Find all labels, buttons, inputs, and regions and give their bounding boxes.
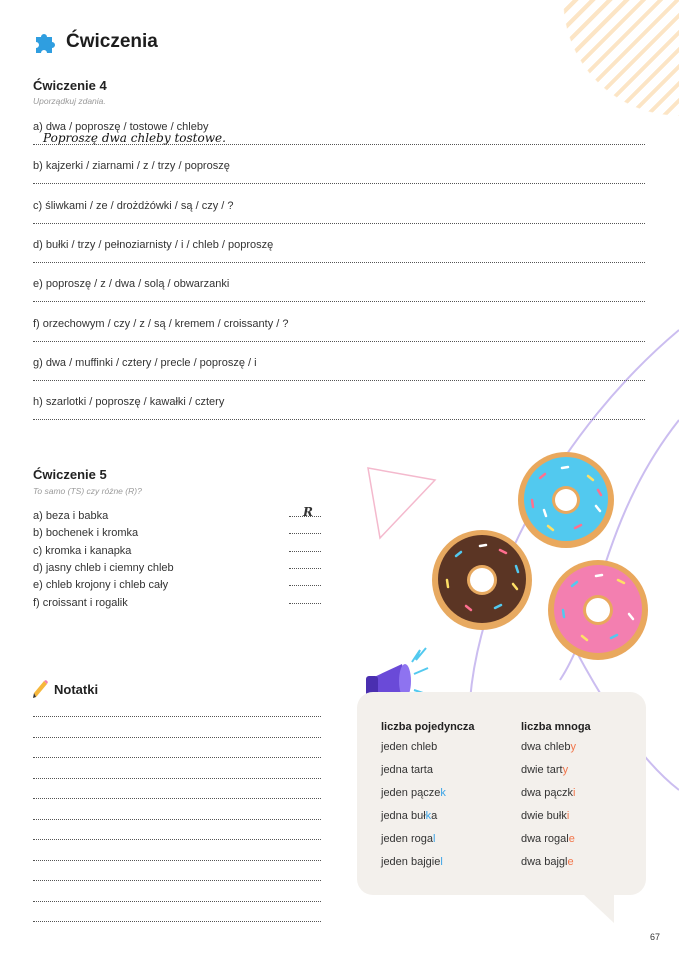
exercise-5-prompt: c) kromka i kanapka (33, 544, 132, 557)
exercise-5-prompt: e) chleb krojony i chleb cały (33, 579, 169, 592)
exercise-4-prompt: b) kajzerki / ziarnami / z / trzy / poproszę (33, 160, 230, 173)
plural-column (521, 721, 591, 879)
note-line[interactable] (33, 716, 321, 717)
exercise-5-item (33, 505, 323, 526)
plural-stem: dwie bułk (521, 810, 567, 822)
plural-stem: dwa pączk (521, 787, 573, 799)
singular-stem: jeden bajgie (381, 856, 441, 868)
note-line[interactable] (33, 860, 321, 861)
exercise-4-prompt: a) dwa / poproszę / tostowe / chleby (33, 121, 209, 133)
note-line[interactable] (33, 901, 321, 902)
exercise-4-instruction: Uporządkuj zdania. (33, 96, 106, 106)
ending-highlight: i (566, 810, 570, 822)
exercise-5-prompt: b) bochenek i kromka (33, 527, 139, 540)
singular-form (381, 810, 475, 833)
exercise-4-prompt: d) bułki / trzy / pełnoziarnisty / i / chleb / poproszę (33, 238, 274, 251)
exercise-4-prompt: f) orzechowym / czy / z / są / kremem / croissanty / ? (33, 317, 289, 330)
grammar-box (357, 692, 646, 895)
note-line[interactable] (33, 757, 321, 758)
plural-stem: dwa chleb (521, 741, 571, 753)
exercise-4-item (33, 160, 645, 182)
notes-title: Notatki (54, 681, 99, 697)
plural-form (521, 764, 591, 787)
answer-blank[interactable] (289, 568, 321, 569)
exercise-4-item (33, 121, 645, 143)
plural-stem: dwa bajgl (521, 856, 568, 868)
page-number: 67 (650, 932, 661, 942)
singular-form (381, 856, 475, 879)
exercise-5-item (33, 545, 323, 561)
exercise-5-prompt: f) croissant i rogalik (33, 596, 128, 609)
exercise-4-prompt: c) śliwkami / ze / drożdżówki / są / czy / ? (33, 199, 234, 212)
exercise-5-item (33, 527, 323, 543)
donut-pink-icon (548, 560, 648, 660)
exercise-5-instruction: To samo (TS) czy różne (R)? (33, 486, 142, 496)
exercise-5-prompt: a) beza i babka (33, 510, 109, 522)
decorative-triangle (368, 468, 435, 538)
answer-line[interactable] (33, 380, 645, 381)
note-line[interactable] (33, 839, 321, 840)
speech-bubble-tail (582, 893, 614, 923)
note-line[interactable] (33, 798, 321, 799)
consonant-highlight: l (440, 856, 443, 868)
singular-column (381, 721, 475, 879)
answer-line[interactable] (33, 301, 645, 302)
exercise-5-item (33, 579, 323, 595)
singular-header: liczba pojedyncza (381, 721, 475, 733)
answer-blank[interactable] (289, 533, 321, 534)
ending-highlight: i (572, 787, 576, 799)
ending-highlight: y (562, 764, 569, 776)
singular-form (381, 787, 475, 810)
plural-header: liczba mnoga (521, 721, 591, 733)
note-line[interactable] (33, 737, 321, 738)
note-line[interactable] (33, 921, 321, 922)
exercise-4-item (33, 357, 645, 379)
answer-line[interactable] (33, 341, 645, 342)
singular-stem: jedna buł (381, 810, 426, 822)
notes-header (33, 680, 98, 698)
ending-highlight: e (567, 856, 574, 868)
exercise-4-item (33, 318, 645, 340)
ending-highlight: e (568, 833, 575, 845)
plural-form (521, 741, 591, 764)
page-header (33, 30, 158, 54)
answer-blank[interactable] (289, 585, 321, 586)
puzzle-icon (33, 30, 59, 54)
pencil-icon (33, 680, 49, 698)
answer-line[interactable] (33, 262, 645, 263)
exercise-4-item (33, 396, 645, 418)
handwritten-answer: Poproszę dwa chleby tostowe. (43, 131, 226, 145)
answer-blank[interactable] (289, 603, 321, 604)
singular-form (381, 833, 475, 856)
consonant-highlight: l (433, 833, 436, 845)
answer-line[interactable] (33, 419, 645, 420)
exercise-5-prompt: d) jasny chleb i ciemny chleb (33, 561, 174, 574)
plural-stem: dwie tart (521, 764, 563, 776)
exercise-4-prompt: e) poproszę / z / dwa / solą / obwarzanki (33, 278, 230, 291)
answer-line[interactable] (33, 183, 645, 184)
donut-blue-icon (518, 452, 614, 548)
plural-form (521, 833, 591, 856)
page-title: Ćwiczenia (66, 31, 158, 52)
exercise-5-title: Ćwiczenie 5 (33, 467, 107, 482)
handwritten-answer: R (303, 505, 313, 519)
exercise-4-item (33, 200, 645, 222)
consonant-highlight: k (425, 810, 432, 822)
answer-blank[interactable] (289, 551, 321, 552)
exercise-5-item (33, 562, 323, 578)
singular-stem: jeden pącze (381, 787, 441, 799)
plural-form (521, 810, 591, 833)
singular-text: jeden chleb (381, 741, 438, 753)
exercise-5-item (33, 597, 323, 613)
exercise-4-prompt: h) szarlotki / poproszę / kawałki / cztery (33, 396, 225, 409)
note-line[interactable] (33, 778, 321, 779)
singular-rest: a (431, 810, 438, 822)
exercise-4-item (33, 278, 645, 300)
consonant-highlight: k (440, 787, 446, 799)
exercise-4-item (33, 239, 645, 261)
singular-stem: jeden roga (381, 833, 433, 845)
answer-line[interactable] (33, 223, 645, 224)
exercise-4-prompt: g) dwa / muffinki / cztery / precle / poproszę / i (33, 356, 257, 369)
plural-form (521, 856, 591, 879)
singular-text: jedna tarta (381, 764, 433, 776)
note-line[interactable] (33, 819, 321, 820)
singular-form (381, 764, 475, 787)
note-line[interactable] (33, 880, 321, 881)
plural-form (521, 787, 591, 810)
plural-stem: dwa rogal (521, 833, 569, 845)
exercise-4-title: Ćwiczenie 4 (33, 78, 107, 93)
ending-highlight: y (570, 741, 577, 753)
singular-form (381, 741, 475, 764)
donut-chocolate-icon (432, 530, 532, 630)
